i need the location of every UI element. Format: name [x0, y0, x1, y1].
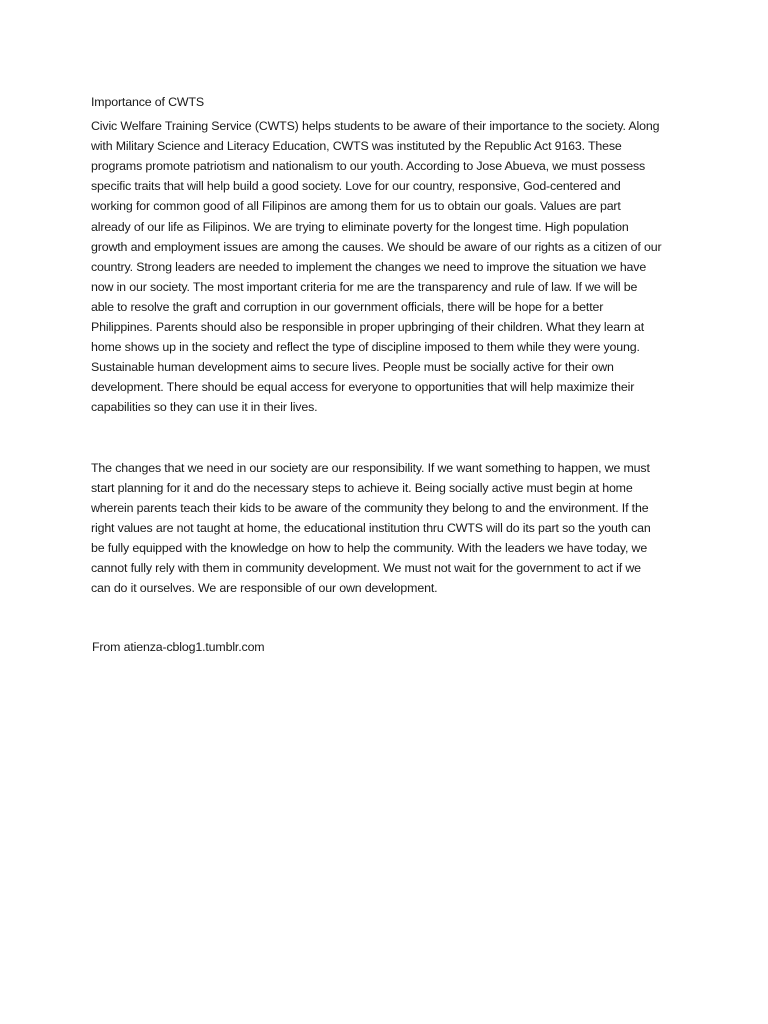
document-body	[91, 92, 663, 657]
paragraph-2: The changes that we need in our society are our responsibility. If we want something to happen, we must start planning for it and do the necessary steps to achieve it. Being socially active must begin at home wherein parents teach their kids to be aware of the community they belong to and the environment. If the right values are not taught at home, the educational institution thru CWTS will do its part so the youth can be fully equipped with the knowledge on how to help the community. With the leaders we have today, we cannot fully rely with them in community development. We must not wait for the government to act if we can do it ourselves. We are responsible of our own development.	[91, 460, 651, 596]
document-title: Importance of CWTS	[91, 95, 204, 109]
source-attribution: From atienza-cblog1.tumblr.com	[92, 640, 265, 655]
paragraph-1: Civic Welfare Training Service (CWTS) helps students to be aware of their importance to the society. Along with Military Science and Literacy Education, CWTS was instituted by the Republic Act 9163. These programs promote patriotism and nationalism to our youth. According to Jose Abueva, we must possess specific traits that will help build a good society. Love for our country, responsive, God-centered and working for common good of all Filipinos are among them for us to obtain our goals. Values are part already of our life as Filipinos. We are trying to eliminate poverty for the longest time. High population growth and employment issues are among the causes. We should be aware of our rights as a citizen of our country. Strong leaders are needed to implement the changes we need to improve the situation we have now in our society. The most important criteria for me are the transparency and rule of law. If we will be able to resolve the graft and corruption in our government officials, there will be hope for a better Philippines. Parents should also be responsible in proper upbringing of their children. What they learn at home shows up in the society and reflect the type of discipline imposed to them while they were young. Sustainable human development aims to secure lives. People must be socially active for their own development. There should be equal access for everyone to opportunities that will help maximize their capabilities so they can use it in their lives.	[91, 119, 662, 415]
